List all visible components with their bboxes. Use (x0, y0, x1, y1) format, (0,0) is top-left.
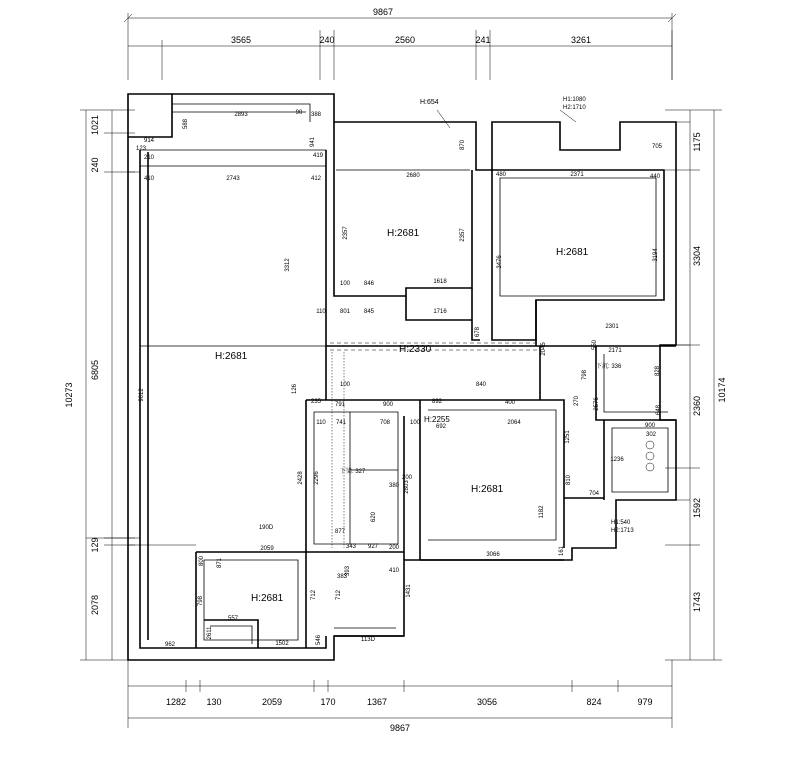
dimension-text: 1618 (433, 279, 447, 285)
dimension-text: 480 (495, 172, 507, 178)
room-label: H:2330 (399, 344, 432, 355)
dimension-text: 914 (143, 138, 155, 144)
dimension-text: 2357 (343, 226, 349, 240)
dimension-text: 412 (310, 176, 322, 182)
dimension-text: 1431 (406, 584, 412, 598)
dimension-text: 620 (371, 511, 377, 523)
top-dimension-labels (231, 7, 591, 45)
room-label: H:2681 (215, 351, 248, 362)
dimension-text: 2059 (261, 697, 283, 707)
dimension-text: 170 (320, 697, 336, 707)
dimension-text: 871 (217, 557, 223, 569)
dimension-text: 546 (316, 634, 322, 646)
left-dimension-chain (80, 110, 135, 660)
dimension-text: 440 (649, 174, 661, 180)
dimension-text: 400 (504, 400, 516, 406)
dimension-text: 3565 (230, 35, 252, 45)
room-label: H:2681 (471, 484, 504, 495)
dimension-text: 900 (644, 423, 656, 429)
room-label: H:2681 (387, 228, 420, 239)
dimension-text: 845 (363, 309, 375, 315)
dimension-text: 270 (574, 395, 580, 407)
dimension-text: 161 (559, 545, 565, 557)
bottom-dimension-labels (166, 697, 653, 733)
dimension-text: 900 (382, 402, 394, 408)
dimension-text: 100 (409, 420, 421, 426)
dimension-text: 1251 (565, 430, 571, 444)
dimension-text: 126 (292, 383, 298, 395)
wall-outline (86, 94, 690, 660)
room-label: H:2681 (556, 247, 589, 258)
dimension-text: 2301 (605, 324, 619, 330)
dimension-text: 3476 (497, 255, 503, 269)
dimension-text: 419 (312, 153, 324, 159)
annotation: H:654 (420, 99, 439, 106)
room-label: H:2681 (251, 593, 284, 604)
dimension-text: 343 (345, 544, 357, 550)
dimension-text: 2428 (298, 471, 304, 485)
right-dimension-chain (665, 110, 722, 660)
dimension-text: 2803 (404, 480, 410, 494)
dimension-text: 3056 (476, 697, 498, 707)
dimension-text: 200 (401, 475, 413, 481)
dimension-text: 2357 (460, 228, 466, 242)
dimension-text: 1502 (275, 641, 289, 647)
dimension-text: 1367 (366, 697, 388, 707)
dimension-text: 2560 (394, 35, 416, 45)
dimension-text: 877 (334, 529, 346, 535)
dimension-text: 380 (388, 483, 400, 489)
dimension-text: 2171 (608, 348, 622, 354)
dimension-text: 393 (345, 565, 351, 577)
dimension-text: 692 (435, 424, 447, 430)
dimension-text: 2296 (314, 471, 320, 485)
dimension-text: 235 (310, 399, 322, 405)
dimension-text: 100 (339, 382, 351, 388)
left-dimension-labels (64, 115, 100, 615)
dimension-text: 588 (183, 118, 189, 130)
annotation: H2:1710 (563, 105, 586, 111)
dimension-text: 1021 (90, 114, 100, 136)
dimension-text: 828 (655, 365, 661, 377)
dimension-text: 110 (316, 309, 326, 315)
dimension-text: 979 (637, 697, 653, 707)
dimension-text: 704 (588, 491, 600, 497)
dimension-text: 100 (339, 281, 351, 287)
dimension-text: 130 (206, 697, 222, 707)
annotation: H1:1080 (563, 97, 586, 103)
dimension-text: 410 (143, 176, 155, 182)
dimension-text: 962 (164, 642, 176, 648)
dimension-text: 3194 (653, 248, 659, 262)
dimension-text: 388 (310, 112, 322, 118)
room-label: H:2255 (424, 415, 450, 424)
dimension-text: 3304 (692, 245, 702, 267)
annotation: 下沉: 336 (596, 364, 622, 370)
dimension-text: 9867 (389, 723, 411, 733)
dimension-text: 1716 (433, 309, 447, 315)
dimension-text: 791 (334, 402, 346, 408)
dimension-text: 1182 (539, 505, 545, 519)
annotation: H2:1713 (611, 528, 634, 534)
dimension-text: 846 (363, 281, 375, 287)
dimension-text: 200 (388, 545, 400, 551)
dimension-text: 6805 (90, 359, 100, 381)
dimension-text: 3066 (486, 552, 500, 558)
dimension-text: 240 (319, 35, 335, 45)
dimension-text: 810 (566, 474, 572, 486)
dimension-text: 712 (311, 589, 317, 601)
dimension-text: 2078 (90, 594, 100, 616)
dimension-text: 90 (295, 110, 303, 116)
dimension-text: 2576 (594, 397, 600, 411)
dimension-text: 678 (475, 326, 481, 338)
dimension-text: 2360 (692, 395, 702, 417)
dimension-text: 557 (227, 616, 239, 622)
dimension-text: 705 (651, 144, 663, 150)
dimension-text: 741 (335, 420, 347, 426)
dimension-text: 708 (379, 420, 391, 426)
dimension-text: 383 (336, 574, 348, 580)
dimension-text: 870 (460, 139, 466, 151)
dimension-text: 302 (645, 432, 657, 438)
annotations (340, 97, 634, 534)
right-dimension-labels (692, 132, 727, 612)
dimension-text: 892 (431, 399, 443, 405)
dimension-text: 2045 (541, 342, 547, 356)
dimension-text: 824 (586, 697, 602, 707)
dimension-text: 2371 (570, 172, 584, 178)
dimension-text: 110 (316, 420, 326, 426)
dimension-text: 10273 (64, 382, 74, 408)
dimension-text: 10174 (717, 377, 727, 403)
inner-dimension-labels (136, 110, 663, 648)
dimension-text: 1743 (692, 591, 702, 613)
dimension-text: 2064 (507, 420, 521, 426)
dimension-text: 941 (310, 136, 316, 148)
dimension-text: 1592 (692, 497, 702, 519)
annotation: H1:540 (611, 520, 631, 526)
dimension-text: 241 (475, 35, 491, 45)
dimension-text: 3312 (285, 258, 291, 272)
dimension-text: 240 (90, 157, 100, 173)
dimension-text: 801 (339, 309, 351, 315)
dimension-text: 9867 (372, 7, 394, 17)
dimension-text: 550 (592, 339, 598, 351)
dimension-text: 798 (582, 369, 588, 381)
dimension-text: 2680 (406, 173, 420, 179)
dimension-text: 2743 (226, 176, 240, 182)
dimension-text: 190D (258, 525, 274, 531)
dimension-text: 1236 (610, 457, 624, 463)
dimension-text: 798 (198, 595, 204, 607)
dimension-text: 3261 (570, 35, 592, 45)
dimension-text: 123 (135, 146, 147, 152)
bottom-dimension-chain (128, 660, 672, 728)
dimension-text: 113D (361, 637, 375, 643)
dimension-text: 2059 (260, 546, 274, 552)
dimension-text: 9012 (139, 388, 145, 402)
dimension-text: 1282 (165, 697, 187, 707)
dimension-text: 410 (388, 568, 400, 574)
dimension-text: 210 (143, 155, 155, 161)
dimension-text: 800 (199, 555, 205, 567)
dimension-text: 927 (367, 544, 379, 550)
dimension-text: 2611 (207, 626, 213, 640)
top-dimension-chain (124, 13, 676, 80)
dimension-text: 1175 (692, 132, 702, 152)
dimension-text: 129 (90, 537, 100, 553)
dimension-text: 648 (656, 404, 662, 416)
annotation: 下梁: 327 (340, 469, 366, 475)
dimension-text: 840 (475, 382, 487, 388)
dimension-text: 2893 (234, 112, 248, 118)
dimension-text: 712 (336, 589, 342, 601)
